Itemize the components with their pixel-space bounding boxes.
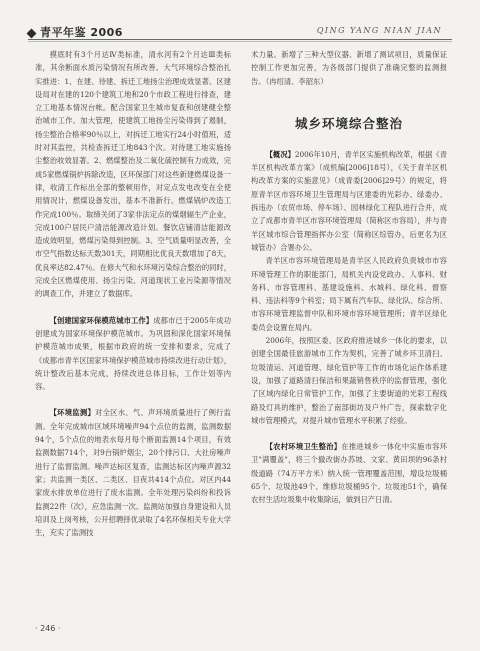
diamond-bullet-icon xyxy=(27,29,37,39)
paragraph-text: 2006年10月，青羊区实施机构改革，根据《青羊区机构改革方案》（成机编[2006]18号），《关于青羊区机构改革方案的实施意见》（成青委[2006]29号）的规定，将原青羊区市容环境卫生管理局与区建委的光彩办、绿委办、拆违办（农贸市场、停车场）、园林绿化工程队进行合并，成立了成都市青羊区市容环境管理局（简称区市容局），并与青羊区城市综合管理指挥办公室（简称区综管办，后更名为区城管办）合署办公。 xyxy=(251,149,448,252)
paragraph-water-air: 摸底时有3个月达Ⅳ类标准，清水河有2个月达Ⅲ类标准，其余断面水质污染情况有所改善。大气环境综合整治扎实推进：1、在建、待建、拆迁工地扬尘治理成效显著。区建设局对在建的120个建筑工地和20个市政工程进行排查，建立工地基本情况台帐。配合国家卫生城市复查和创建健全整治城市工作。加大管理，使建筑工地扬尘污染得到了遏制，扬尘整治合格率90％以上，对拆迁工地实行24小时值班，适时对其监控，共检查拆迁工地843个次。对待建工地实施扬尘整治收效显著。2、燃煤整治及二氧化硫控制有力成效，完成5家燃煤锅炉拆除改造，区环保部门对这些新建燃煤设备一律，收清工作标出全部的整顿用作，对定点发电改变在全使用情况计，燃煤设备发出，基本不准新行。燃煤锅炉改造工作完成100％。取缔关闭了3家非法定点的煤烟辐生产企业，完成100户居民户清洁能源改造计划。餐饮店铺清洁能源改造成效明显，燃煤污染得到控制。3、空气质量明显改善，全市空气指数达标天数301天，同期相比优良天数增加了8天，优良率达82.47％。在修大气和水环境污染综合整治的同时，完成全区燃煤使用、扬尘污染、河道现状工业污染源等情况的调查工作，并建立了数据库。 xyxy=(35,50,232,299)
section-tag: 【概况】 xyxy=(265,149,295,159)
yearbook-title: 青平年鉴 2006 xyxy=(40,26,123,39)
paragraph-text: 在推进城乡一体化中实施市容环卫"满覆盖"，将三个撤改街办苏坡、文家、黄田坝的96条村级道路（74万平方米）纳入统一管理覆盖范围，增设垃圾桶65个、垃圾池49个、维修垃圾桶95个、垃圾池51个，确保农村生活垃圾集中收集除运，做到日产日清。 xyxy=(251,442,448,505)
header-rule xyxy=(28,39,452,40)
section-heading: 城乡环境综合整治 xyxy=(294,115,403,131)
right-column xyxy=(251,48,447,507)
section-tag: 【环境监测】 xyxy=(49,408,96,418)
paragraph-rural xyxy=(251,440,447,506)
paragraph-overview xyxy=(251,148,447,254)
page-header xyxy=(0,0,480,42)
section-tag: 【创建国家环保模范城市工作】 xyxy=(49,315,154,325)
header-pinyin-title: QING YANG NIAN JIAN xyxy=(316,26,442,35)
paragraph-model-city xyxy=(35,314,231,394)
paragraph-continued: 术力量。新增了三种大型仪器、新增了测试项目，质量保证控制工作更加完善，为各级部门提供了准确完整的监测报告。（冉绍清、李韶东） xyxy=(251,50,447,86)
paragraph-text: 成都市已于2005年成功创建成为国家环境保护模范城市。为巩固和深化国家环境保护模范城市成果，根据市政府的统一安排和要求，完成了《成都市青羊区国家环境保护模范城市持续改进行动计划》，统计整改后基本完成，持续改进总体目标，工作计划等内容。 xyxy=(35,315,231,392)
paragraph-monitoring xyxy=(35,406,231,539)
paragraph-text: 对全区水、气、声环境质量进行了例行监测。全年完成城市区域环境噪声94个点位的监测，监测数据94个，5个点位的地表水每月每个断面监测14个项目，有效监测数据714个，对9台锅炉烟尘，20个排污口、大社房噪声进行了监督监测。噪声达标区复查，监测达标区内噪声源32家；共监测一类区、二类区、目夜共414个点位。对区内44家废水排放单位进行了废水监测。全年处理污染纠纷和投诉监测22件（次），应急监测一次。监测站加强自身建设和人员培训及上岗考核，公开招聘择优录取了4名环保相关专业大学生，充实了监测技 xyxy=(35,408,232,538)
paragraph-bureau: 青羊区市容环境管理局是青羊区人民政府负责城市市容环境管理工作的职能部门，局机关内设党政办、人事科、财务科、市容管理科、基建设施科、水城科、绿化科、督察科、违法科等9个科室；局下属有汽车队、绿化队、综合所、市容环境管理监督中队和环境市容环境管理所；青羊区绿化委员会设置在局内。 xyxy=(251,256,447,332)
section-tag: 【农村环境卫生整治】 xyxy=(265,442,342,452)
paragraph-2006: 2006年，按照区委、区政府推进城乡一体化的要求，以创建全国最佳旅游城市工作为契机，完善了城乡环卫清扫、垃圾清运、河道管理、绿化管护等工作的市场化运作体系建设，加强了道路清扫保洁和果蔬销售秩序的监督管理，强化了区域内绿化日常管护工作，加强了主要街道的光彩工程线路及灯具的维护，整治了南部街坊及户外广告，探索数字化城市管理模式，对提升城市管理水平积累了经验。 xyxy=(251,336,447,425)
page-number: · 246 · xyxy=(35,624,61,633)
left-column xyxy=(35,48,231,539)
header-rule-thin xyxy=(28,41,452,42)
